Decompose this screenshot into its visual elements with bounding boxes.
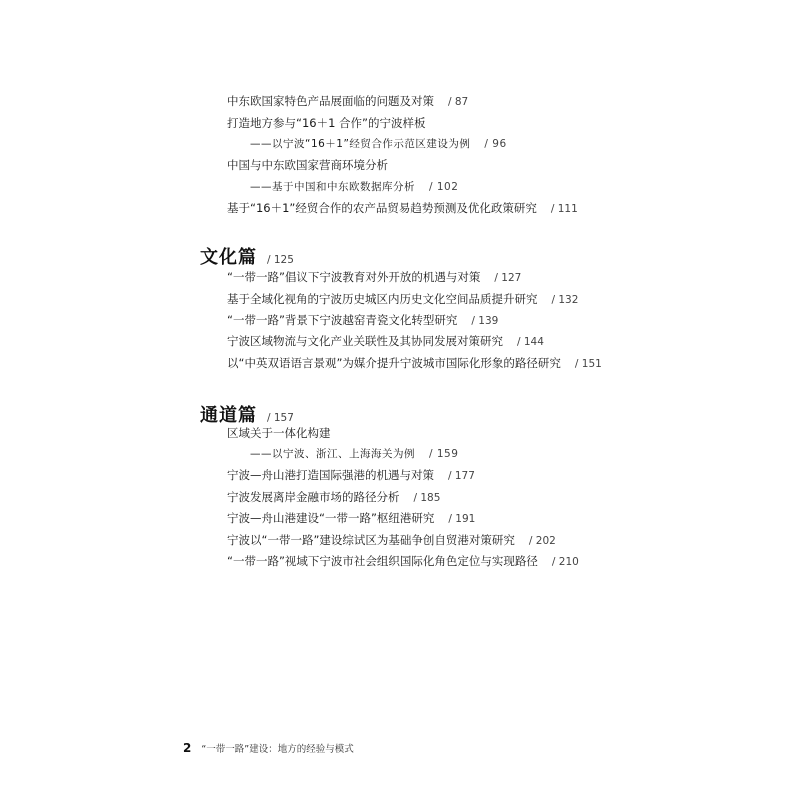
- toc-entry: [227, 356, 602, 371]
- toc-entry-page: / 102: [429, 181, 459, 193]
- toc-entry-page: / 210: [551, 556, 579, 568]
- toc-entry-title: 中东欧国家特色产品展面临的问题及对策: [227, 94, 434, 108]
- toc-entry-title: ——以宁波“16＋1”经贸合作示范区建设为例: [250, 138, 471, 150]
- toc-entry: [227, 334, 544, 349]
- toc-entry-page: / 96: [484, 138, 507, 150]
- toc-entry-title: 区域关于一体化构建: [227, 426, 331, 440]
- toc-entry-title: 中国与中东欧国家营商环境分析: [227, 158, 388, 172]
- toc-entry: [227, 468, 475, 483]
- section-page: / 125: [267, 254, 294, 266]
- page-footer: [183, 737, 354, 756]
- toc-entry-title: 宁波发展离岸金融市场的路径分析: [227, 490, 400, 504]
- toc-entry-page: / 151: [574, 358, 602, 370]
- toc-entry-page: / 177: [448, 470, 475, 482]
- toc-entry: [227, 554, 579, 569]
- toc-subentry: [250, 447, 458, 461]
- toc-entry-title: 宁波以“一带一路”建设综试区为基础争创自贸港对策研究: [227, 533, 515, 547]
- section-title: 文化篇: [200, 247, 257, 268]
- toc-entry-page: / 144: [517, 336, 544, 348]
- toc-entry: [227, 511, 475, 526]
- toc-entry-title: 以“中英双语语言景观”为媒介提升宁波城市国际化形象的路径研究: [227, 356, 561, 370]
- toc-entry: [227, 158, 388, 172]
- toc-entry-title: 宁波区域物流与文化产业关联性及其协同发展对策研究: [227, 334, 503, 348]
- toc-subentry: [250, 180, 458, 194]
- section-heading-culture: [200, 243, 294, 269]
- toc-entry-title: “一带一路”倡议下宁波教育对外开放的机遇与对策: [227, 270, 481, 284]
- toc-entry-title: 宁波—舟山港打造国际强港的机遇与对策: [227, 468, 434, 482]
- toc-entry-title: ——以宁波、浙江、上海海关为例: [250, 448, 415, 460]
- toc-entry: [227, 426, 331, 440]
- toc-entry: [227, 292, 578, 307]
- toc-entry-title: 基于全域化视角的宁波历史城区内历史文化空间品质提升研究: [227, 292, 538, 306]
- toc-subentry: [250, 137, 507, 151]
- toc-entry-page: / 111: [550, 203, 578, 215]
- toc-entry-page: / 87: [448, 96, 469, 108]
- toc-entry-title: ——基于中国和中东欧数据库分析: [250, 181, 415, 193]
- toc-entry: [227, 94, 468, 109]
- toc-entry: [227, 533, 556, 548]
- toc-entry: [227, 201, 578, 216]
- toc-entry-title: 打造地方参与“16＋1 合作”的宁波样板: [227, 116, 426, 130]
- toc-entry: [227, 490, 440, 505]
- section-heading-channel: [200, 401, 294, 427]
- toc-entry-title: “一带一路”背景下宁波越窑青瓷文化转型研究: [227, 313, 458, 327]
- toc-entry: [227, 270, 521, 285]
- toc-entry-page: / 202: [528, 535, 556, 547]
- toc-entry: [227, 116, 426, 130]
- page-number: 2: [183, 741, 192, 755]
- toc-entry: [227, 313, 498, 328]
- toc-entry-page: / 185: [413, 492, 441, 504]
- toc-entry-page: / 159: [429, 448, 459, 460]
- toc-entry-page: / 191: [448, 513, 476, 525]
- section-page: / 157: [267, 412, 294, 424]
- toc-entry-page: / 132: [551, 294, 579, 306]
- section-title: 通道篇: [200, 405, 257, 426]
- toc-entry-page: / 127: [494, 272, 522, 284]
- toc-entry-title: 宁波—舟山港建设“一带一路”枢纽港研究: [227, 511, 435, 525]
- toc-entry-title: “一带一路”视域下宁波市社会组织国际化角色定位与实现路径: [227, 554, 538, 568]
- toc-entry-page: / 139: [471, 315, 499, 327]
- running-title: “一带一路”建设：地方的经验与模式: [201, 744, 354, 755]
- toc-entry-title: 基于“16＋1”经贸合作的农产品贸易趋势预测及优化政策研究: [227, 201, 537, 215]
